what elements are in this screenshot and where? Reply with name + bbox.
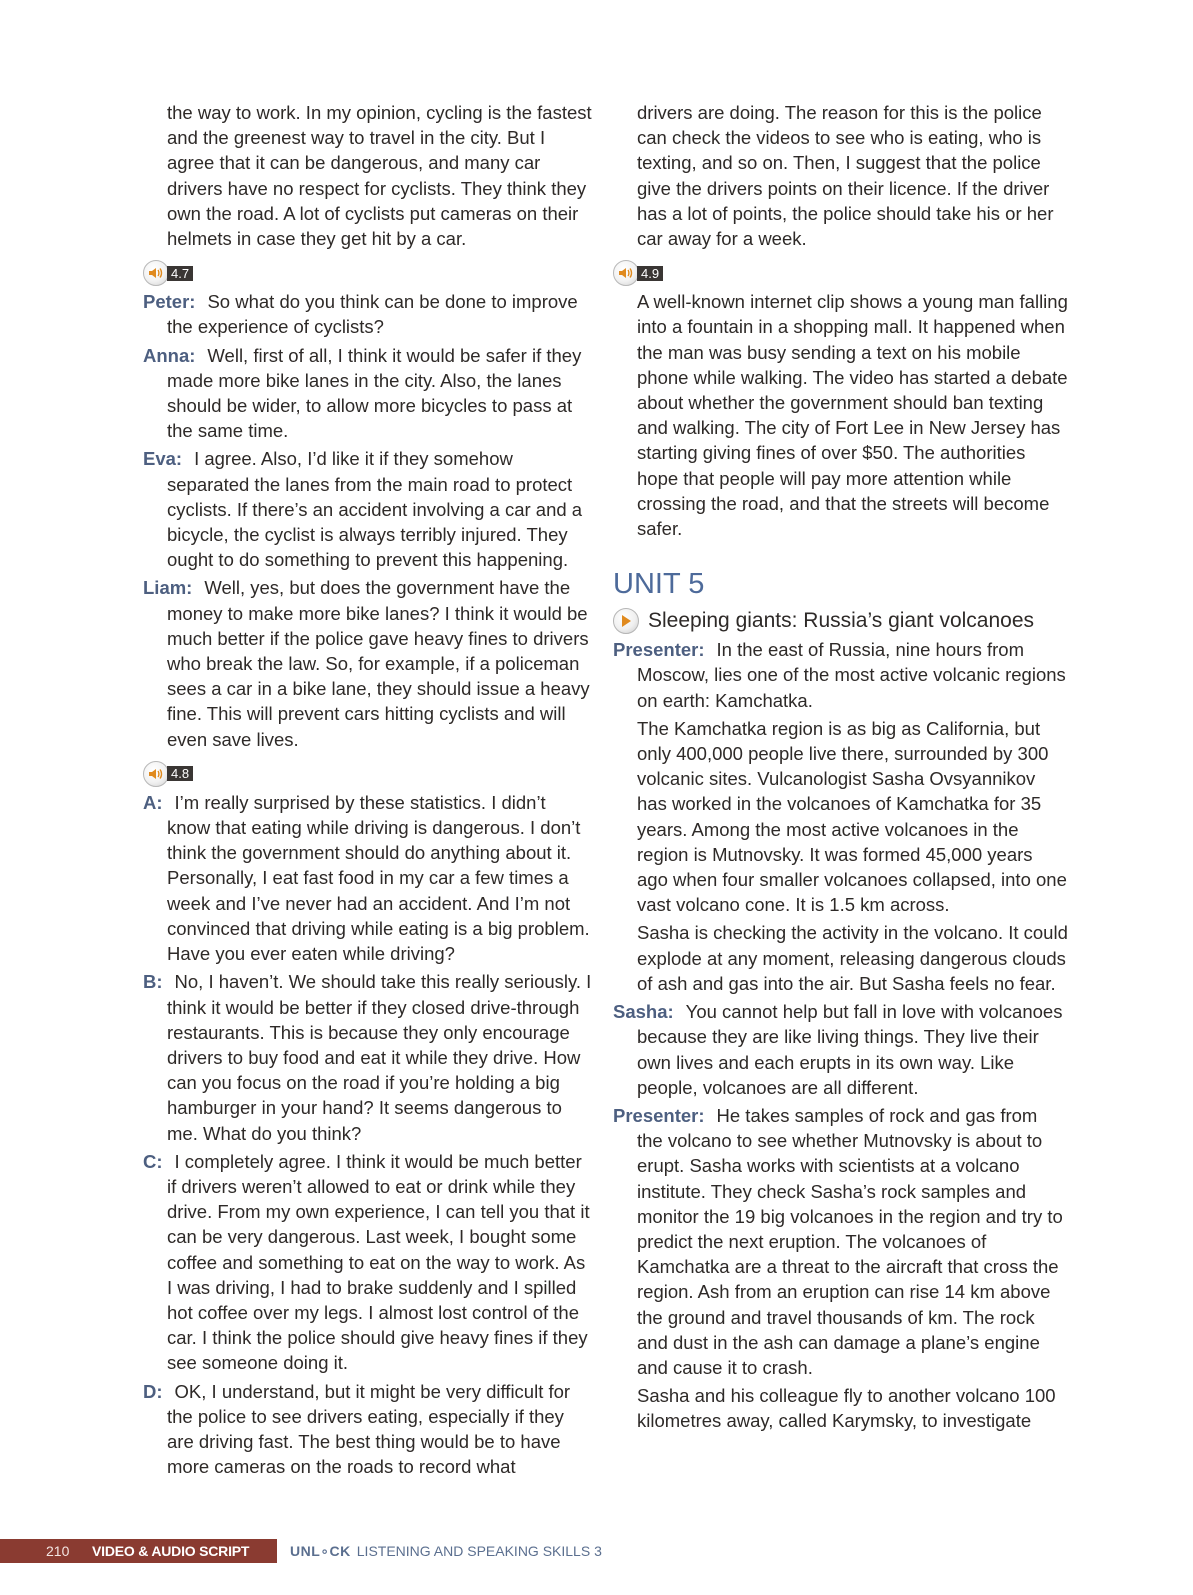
- turn-text: In the east of Russia, nine hours from Moscow, lies one of the most active volcanic regions on earth: Kamchatka.: [637, 639, 1066, 711]
- series-brand: [290, 1539, 602, 1563]
- audio-track-4-7[interactable]: [143, 260, 593, 286]
- dialogue-turn: [143, 969, 593, 1145]
- turn-text: I’m really surprised by these statistics. I didn’t know that eating while driving is dangerous. I don’t think the government should do anything about it. Personally, I eat fast food in my car a few times a week and I’ve never had an accident. And I’m not convinced that driving while eating is a big problem. Have you ever eaten while driving?: [167, 791, 590, 965]
- turn-text: I completely agree. I think it would be much better if drivers weren’t allowed to eat or drink while they drive. From my own experience, I can tell you that it can be very dangerous. Last week, I bought some coffee and something to eat on the way to work. As I was driving, I had to brake suddenly and I spilled hot coffee over my legs. I almost lost control of the car. I think the police should give heavy fines if they see someone doing it.: [167, 1150, 590, 1374]
- speaker-name: Presenter:: [613, 1104, 705, 1126]
- audio-track-4-9[interactable]: [613, 260, 1068, 286]
- dialogue-turn: [143, 575, 593, 751]
- narration-paragraph: The Kamchatka region is as big as California, but only 400,000 people live there, surrounded by 300 volcanic sites. Vulcanologist Sasha Ovsyannikov has worked in the volcanoes of Kamchatka for 35 years. Among the most active volcanoes in the region is Mutnovsky. It was formed 45,000 years ago when four smaller volcanoes collapsed, into one vast volcano cone. It is 1.5 km across.: [637, 717, 1067, 916]
- speaker-name: Liam:: [143, 577, 193, 599]
- speaker-icon[interactable]: [143, 761, 169, 787]
- speaker-name: Presenter:: [613, 639, 705, 661]
- turn-text: No, I haven’t. We should take this really seriously. I think it would be better if they closed drive-through restaurants. This is because they only encourage drivers to buy food and eat it while they drive. How can you focus on the road if you’re holding a big hamburger in your hand? It seems dangerous to me. What do you think?: [167, 971, 592, 1144]
- brand-logo: UNL∘CK: [290, 1543, 351, 1559]
- track-number: 4.7: [167, 266, 193, 281]
- left-column: [143, 100, 593, 1482]
- series-title: LISTENING AND SPEAKING SKILLS 3: [356, 1543, 602, 1559]
- dialogue-turn: [613, 1103, 1068, 1380]
- speaker-icon[interactable]: [613, 260, 639, 286]
- speaker-icon[interactable]: [143, 260, 169, 286]
- continued-paragraph: the way to work. In my opinion, cycling is the fastest and the greenest way to travel in the city. But I agree that it can be dangerous, and many car drivers have no respect for cyclists. They think they own the road. A lot of cyclists put cameras on their helmets in case they get hit by a car.: [167, 102, 592, 250]
- dialogue-turn: [143, 289, 593, 339]
- video-heading[interactable]: [613, 607, 1068, 635]
- continued-paragraph: drivers are doing. The reason for this is the police can check the videos to see who is eating, who is texting, and so on. Then, I suggest that the police give the drivers points on their licence. If the driver has a lot of points, the police should take his or her car away for a week.: [637, 102, 1054, 250]
- video-title: Sleeping giants: Russia’s giant volcanoes: [648, 609, 1035, 633]
- turn-text: You cannot help but fall in love with volcanoes because they are like living things. They live their own lives and each erupts in its own way. Like people, volcanoes are all different.: [637, 1001, 1063, 1098]
- speaker-name: C:: [143, 1150, 163, 1172]
- turn-text: So what do you think can be done to improve the experience of cyclists?: [167, 291, 578, 338]
- speaker-name: Peter:: [143, 291, 196, 313]
- section-name: VIDEO & AUDIO SCRIPT: [92, 1543, 250, 1559]
- audio-paragraph: A well-known internet clip shows a young man falling into a fountain in a shopping mall. It happened when the man was busy sending a text on his mobile phone while walking. The video has started a debate about whether the government should ban texting and walking. The city of Fort Lee in New Jersey has starting giving fines of over $50. The authorities hope that people will pay more attention while crossing the road, and that the streets will become safer.: [637, 291, 1068, 540]
- speaker-name: D:: [143, 1380, 163, 1402]
- narration-paragraph: Sasha is checking the activity in the volcano. It could explode at any moment, releasing dangerous clouds of ash and gas into the air. But Sasha feels no fear.: [637, 922, 1068, 994]
- track-number: 4.9: [637, 266, 663, 281]
- right-column: [613, 100, 1068, 1437]
- narration-paragraph: Sasha and his colleague fly to another volcano 100 kilometres away, called Karymsky, to investigate: [637, 1385, 1056, 1432]
- dialogue-turn: [613, 637, 1068, 713]
- page-number: 210: [46, 1543, 70, 1559]
- track-number: 4.8: [167, 766, 193, 781]
- play-icon[interactable]: [613, 608, 639, 634]
- turn-text: I agree. Also, I’d like it if they somehow separated the lanes from the main road to protect cyclists. If there’s an accident involving a car and a bicycle, the cyclist is always terribly injured. They ought to do something to prevent this happening.: [167, 448, 583, 571]
- turn-text: OK, I understand, but it might be very difficult for the police to see drivers eating, especially if they are driving fast. The best thing would be to have more cameras on the roads to record what: [167, 1380, 571, 1478]
- footer-band: [0, 1539, 277, 1563]
- page-footer: [0, 1539, 620, 1563]
- dialogue-turn: [613, 999, 1068, 1100]
- audio-track-4-8[interactable]: [143, 761, 593, 787]
- unit-heading: UNIT 5: [613, 568, 705, 601]
- speaker-name: Eva:: [143, 448, 183, 470]
- speaker-name: A:: [143, 791, 163, 813]
- dialogue-turn: [143, 446, 593, 572]
- dialogue-turn: [143, 343, 593, 444]
- speaker-name: Anna:: [143, 344, 196, 366]
- turn-text: Well, first of all, I think it would be safer if they made more bike lanes in the city. Also, the lanes should be wider, to allow more bicycles to pass at the same time.: [167, 344, 582, 442]
- dialogue-turn: [143, 1149, 593, 1376]
- turn-text: He takes samples of rock and gas from the volcano to see whether Mutnovsky is about to erupt. Sasha works with scientists at a volcano institute. They check Sasha’s rock samples and monitor the 19 big volcanoes in the region and try to predict the next eruption. The volcanoes of Kamchatka are a threat to the aircraft that cross the region. Ash from an eruption can rise 14 km above the ground and travel thousands of km. The rock and dust in the ash can damage a plane’s engine and cause it to crash.: [637, 1104, 1063, 1378]
- speaker-name: B:: [143, 971, 163, 993]
- dialogue-turn: [143, 790, 593, 966]
- dialogue-turn: [143, 1379, 593, 1480]
- turn-text: Well, yes, but does the government have the money to make more bike lanes? I think it would be much better if the police gave heavy fines to drivers who break the law. So, for example, if a policeman sees a car in a bike lane, they should issue a heavy fine. This will prevent cars hitting cyclists and will even save lives.: [167, 577, 590, 750]
- speaker-name: Sasha:: [613, 1001, 674, 1023]
